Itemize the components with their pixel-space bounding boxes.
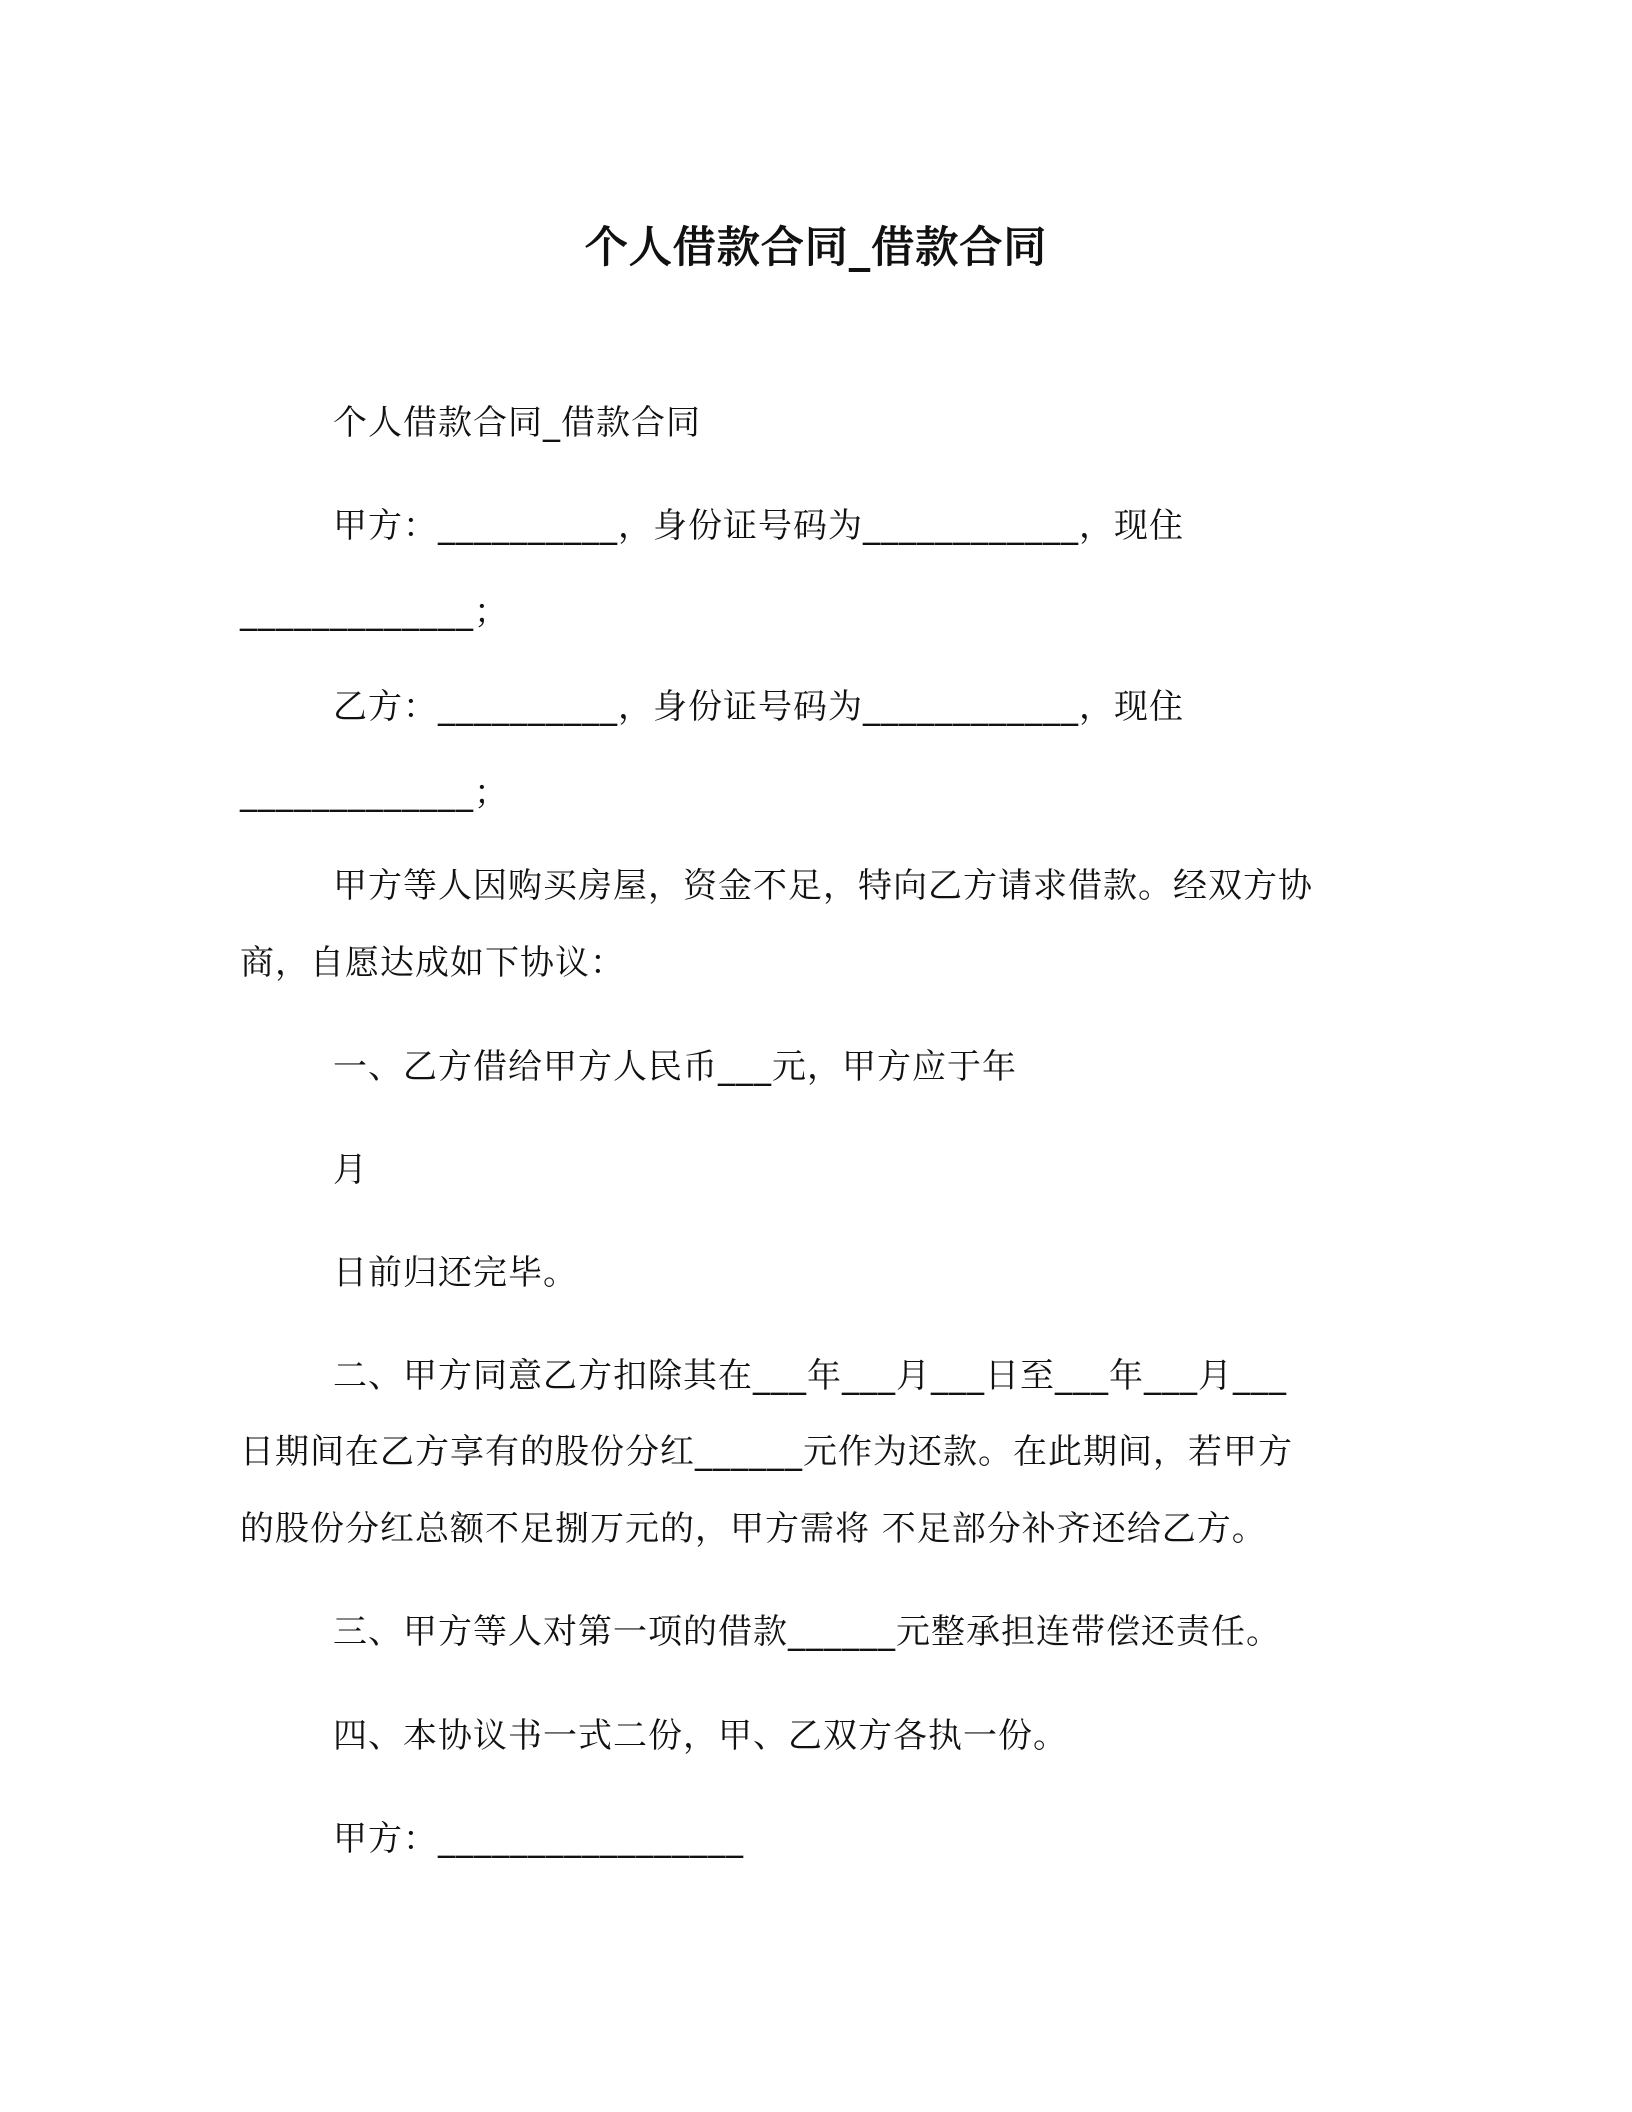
party-b-address-line: _____________； xyxy=(240,773,509,813)
clause-1-line-3: 日前归还完毕。 xyxy=(333,1253,578,1293)
clause-2-line-3: 的股份分红总额不足捌万元的，甲方需将 不足部分补齐还给乙方。 xyxy=(240,1509,1267,1549)
preamble-line-2: 商，自愿达成如下协议： xyxy=(240,943,625,983)
party-b-line: 乙方：__________，身份证号码为____________，现住 xyxy=(333,687,1184,727)
signature-party-a-line: 甲方：_________________ xyxy=(333,1819,744,1859)
preamble-line-1: 甲方等人因购买房屋，资金不足，特向乙方请求借款。经双方协 xyxy=(333,866,1313,906)
subtitle-line: 个人借款合同_借款合同 xyxy=(333,403,701,443)
clause-4-line: 四、本协议书一式二份，甲、乙双方各执一份。 xyxy=(333,1716,1068,1756)
clause-2-line-2: 日期间在乙方享有的股份分红______元作为还款。在此期间，若甲方 xyxy=(240,1432,1293,1472)
document-title: 个人借款合同_借款合同 xyxy=(584,223,1048,273)
clause-2-line-1: 二、甲方同意乙方扣除其在___年___月___日至___年___月___ xyxy=(333,1356,1287,1396)
clause-1-line-1: 一、乙方借给甲方人民币___元，甲方应于年 xyxy=(333,1047,1017,1087)
party-a-address-line: _____________； xyxy=(240,592,509,632)
clause-3-line: 三、甲方等人对第一项的借款______元整承担连带偿还责任。 xyxy=(333,1612,1281,1652)
party-a-line: 甲方：__________，身份证号码为____________，现住 xyxy=(333,506,1184,546)
clause-1-line-2: 月 xyxy=(333,1150,368,1190)
